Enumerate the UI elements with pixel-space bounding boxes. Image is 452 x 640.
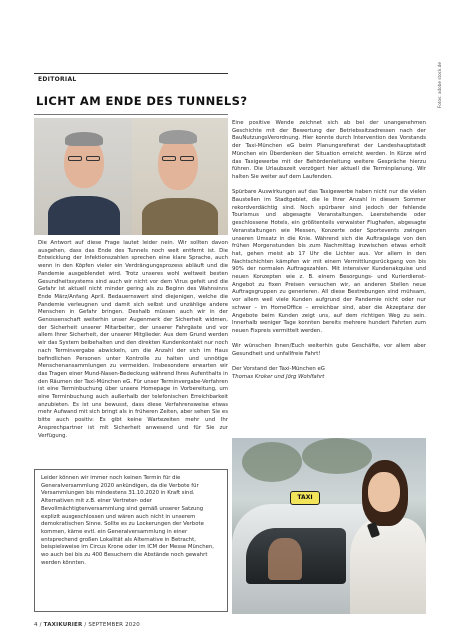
portrait-right-sweater (142, 198, 218, 235)
page-footer: 4 / TAXIKURIER / SEPTEMBER 2020 (34, 622, 140, 628)
portrait-left-glasses-l (68, 156, 82, 161)
photo-woman-body (350, 518, 426, 614)
publication-name: TAXIKURIER (43, 622, 83, 628)
signature-org: Der Vorstand der Taxi-München eG (232, 366, 325, 373)
right-paragraph-2: Spürbare Auswirkungen auf das Taxigewerbe haben nicht nur die vielen Baustellen im Stadtgebiet, die Ie Ihrer Anzahl in diesem Sommer rekordverdächtig sind. Noch spürbarer sind jedoch der fehlende Tourismus und abgesagte Veranstaltungen. Leerstehende oder geschlossene Hotels, ein größtenteils verwaister Flughafen, abgesagte Veranstaltungen wie Messen, Konzerte oder Sportevents zwingen unseren Umsatz in die Knie. Während sich die Auftragslage von den frühen Morgenstunden bis zum Nachmittag inzwischen etwas erholt hat, gehen meist ab 17 Uhr die Lichter aus. Vor allem in den Nachtschichten kämpfen wir mit einem Vermittlungsrückgang von bis 90% der normalen Auftragszahlen. Mit intensiver Kundenakquise und neuen Konzepten wie z. B. einem Besorgungs- und Kurierdienst-Angebot zu fixen Preisen versuchen wir, an anderen Stellen neue Auftragsgruppen zu generieren. All diese Bestrebungen sind mühsam, vor allem weil viele Kunden aufgrund der Pandemie nicht oder nur schwer – im HomeOffice – erreichbar sind, aber die Akzeptanz der Angebote beim Kunden zeigt uns, auf dem richtigen Weg zu sein. Innerhalb weniger Tage konnten bereits mehrere hundert Fahrten zum neuen Fixpreis vermittelt werden. (232, 189, 426, 334)
portrait-right-hair (159, 130, 197, 144)
photo-credit: Fotos: adobe stock.de (437, 62, 442, 108)
taxi-roof-sign: TAXI (290, 491, 320, 505)
issue-date: SEPTEMBER 2020 (88, 622, 140, 628)
portrait-left-hair (65, 132, 103, 146)
taxi-photo (232, 438, 426, 614)
board-portraits (34, 118, 228, 235)
right-paragraph-3: Wir wünschen Ihnen/Euch weiterhin gute Geschäfte, vor allem aber Gesundheit und unfallfreie Fahrt! (232, 343, 426, 358)
portrait-left (34, 118, 132, 235)
section-kicker: EDITORIAL (38, 76, 77, 83)
right-column (232, 120, 426, 382)
photo-tree-1 (242, 442, 302, 482)
general-meeting-notice: Leider können wir immer noch keinen Termin für die Generalversammlung 2020 ankündigen, da die Verbote für Versammlungen bis mindestens 31.10.2020 in Kraft sind. Alternativen mit z.B. einer Vertreter- oder Bevollmächtigtenversammlung sind gemäß unserer Satzung explizit ausgeschlossen und wären auch nicht in unserem demokratischen Sinne. Sollte es zu Lockerungen der Verbote kommen, käme evtl. ein Generalversammlung in einer entsprechend großen Lokalität als Alternative in Betracht, beispielsweise im Circus Krone oder im ICM der Messe München, wo auch bei bis zu 400 Besuchern die Abstände noch gewahrt werden könnten. (34, 469, 228, 612)
photo-tree-2 (302, 438, 372, 474)
left-column (38, 240, 228, 448)
photo-driver (268, 538, 302, 580)
top-rule (34, 73, 228, 74)
portrait-right-glasses-l (162, 156, 176, 161)
headline-rule (34, 114, 228, 115)
page-number: 4 (34, 622, 38, 628)
photo-woman-face (368, 472, 400, 512)
article-headline: LICHT AM ENDE DES TUNNELS? (36, 94, 248, 108)
right-paragraph-1: Eine positive Wende zeichnet sich ab bei der unangenehmen Geschichte mit der Bewertung der Betriebssitzadressen nach der BauNutzungsVerordnung. Hier konnte durch Intervention des Vorstands der Taxi-München eG beim Planungsreferat der Landeshauptstadt München ein Überdenken der Situation erreicht werden. In Kürze wird das Taxigewerbe mit der Behördenleitung weitere Gespräche hierzu führen. Die Urlaubszeit verzögert hier aktuell die Terminplanung. Wir halten Sie weiter auf dem Laufenden. (232, 120, 426, 180)
signature (232, 366, 426, 381)
left-paragraph: Die Antwort auf diese Frage lautet leider nein. Wir sollten davon ausgehen, dass das Ende des Tunnels noch weit entfernt ist. Die Entwicklung der Infektionszahlen sprechen eine klare Sprache, auch wenn in den Köpfen vieler ein Verdrängungsprozess abläuft und die Pandemie ausgeblendet wird. Trotz unseres wohl weltweit besten Gesundheitssystems sind auch wir nicht vor dem Virus gefeit und die Gefahr ist aktuell nicht minder gering als zu Beginn des Wahnsinns Ende März/Anfang April. Bedauernswert sind diejenigen, welche die Pandemie verleugnen und damit sich selbst und unzählige andere Menschen in Gefahr bringen. Deshalb müssen auch wir in der Genossenschaft weiterhin unser Augenmerk der Sicherheit widmen, der Sicherheit unserer Mitarbeiter, der unserer Fahrgäste und vor allem Ihrer Sicherheit, der unserer Mitglieder. Aus dem Grund werden wir das System beibehalten und den direkten Kundenkontakt nur noch nach Terminvergabe abwickeln, um die Anzahl der sich im Haus befindlichen Personen unter Kontrolle zu halten und unnötige Menschenansammlungen zu vermeiden. Insbesondere erwarten wir das Tragen einer Mund-Nasen-Bedeckung während Ihres Aufenthalts in den Räumen der Taxi-München eG. Für unser Terminvergabe-Verfahren ist eine Terminbuchung über unsere Homepage in Vorbereitung, um eine Terminbuchung auch außerhalb der telefonischen Erreichbarkeit anzubieten. Es ist uns bewusst, dass diese Verfahrensweise etwas mehr Aufwand mit sich bringt als in früheren Zeiten, aber sehen Sie es bitte auch positiv: Es gibt keine Wartezeiten mehr und Ihr Ansprechpartner ist mit Sicherheit anwesend und für Sie zur Verfügung. (38, 240, 228, 439)
signature-names: Thomas Kroker und Jörg Wohlfahrt (232, 374, 325, 381)
portrait-left-jacket (48, 196, 120, 235)
portrait-right (132, 118, 228, 235)
portrait-left-glasses-r (86, 156, 100, 161)
portrait-right-glasses-r (180, 156, 194, 161)
portrait-right-face (158, 136, 198, 190)
